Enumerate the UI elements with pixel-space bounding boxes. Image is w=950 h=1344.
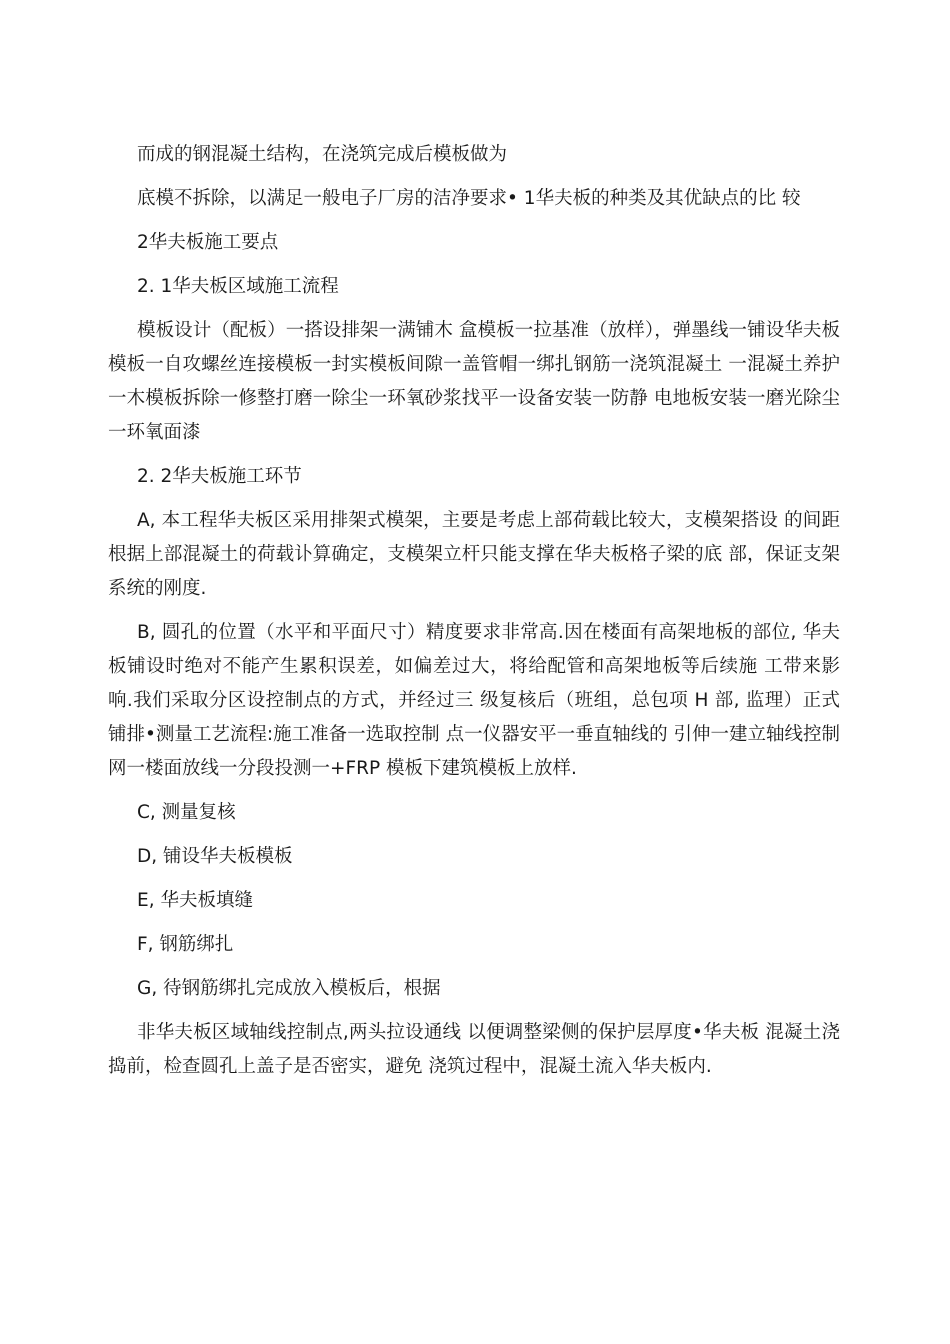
paragraph-process-flow: 模板设计（配板）一搭设排架一满铺木 盒模板一拉基准（放样），弹墨线一铺设华夫板模板一自攻螺丝连接模板一封实模板间隙一盖管帽一绑扎钢筋一浇筑混凝土 一混凝土养护一木模板拆除一修整打磨一除尘一环氧砂浆找平一设备安装一防静 电地板安装一磨光除尘一环氧面漆 [108, 320, 840, 443]
section-heading-2: 2华夫板施工要点 [137, 232, 279, 253]
paragraph-bottom-form: 底模不拆除，以满足一般电子厂房的洁净要求• 1华夫板的种类及其优缺点的比 较 [137, 188, 801, 209]
list-item-c: C, 测量复核 [137, 802, 236, 823]
section-heading-2-1: 2. 1华夫板区域施工流程 [137, 276, 339, 297]
section-heading-2-2: 2. 2华夫板施工环节 [137, 466, 302, 487]
paragraph-item-b: B, 圆孔的位置（水平和平面尺寸）精度要求非常高.因在楼面有高架地板的部位, 华夫板铺设时绝对不能产生累积误差，如偏差过大，将给配管和高架地板等后续施 工带来影响.我们采取分区设控制点的方式，并经过三 级复核后（班组，总包项 H 部, 监理）正式铺排•测量工艺流程:施工准备一选取控制 点一仪器安平一垂直轴线的 引伸一建立轴线控制网一楼面放线一分段投测一+FRP 模板下建筑模板上放样. [108, 622, 840, 779]
list-item-d: D, 铺设华夫板模板 [137, 846, 293, 867]
document-body [108, 138, 840, 1084]
list-item-f: F, 钢筋绑扎 [137, 934, 234, 955]
paragraph-intro: 而成的钢混凝土结构，在浇筑完成后模板做为 [137, 144, 508, 165]
paragraph-item-a: A, 本工程华夫板区采用排架式模架，主要是考虑上部荷载比较大，支模架搭设 的间距根据上部混凝土的荷载讣算确定，支模架立杆只能支撑在华夫板格子梁的底 部，保证支架系统的刚度. [108, 510, 840, 599]
list-item-g: G, 待钢筋绑扎完成放入模板后，根据 [137, 978, 441, 999]
list-item-e: E, 华夫板填缝 [137, 890, 253, 911]
paragraph-final: 非华夫板区域轴线控制点,两头拉设通线 以便调整梁侧的保护层厚度•华夫板 混凝土浇捣前，检查圆孔上盖子是否密实，避免 浇筑过程中，混凝土流入华夫板内. [108, 1022, 840, 1077]
